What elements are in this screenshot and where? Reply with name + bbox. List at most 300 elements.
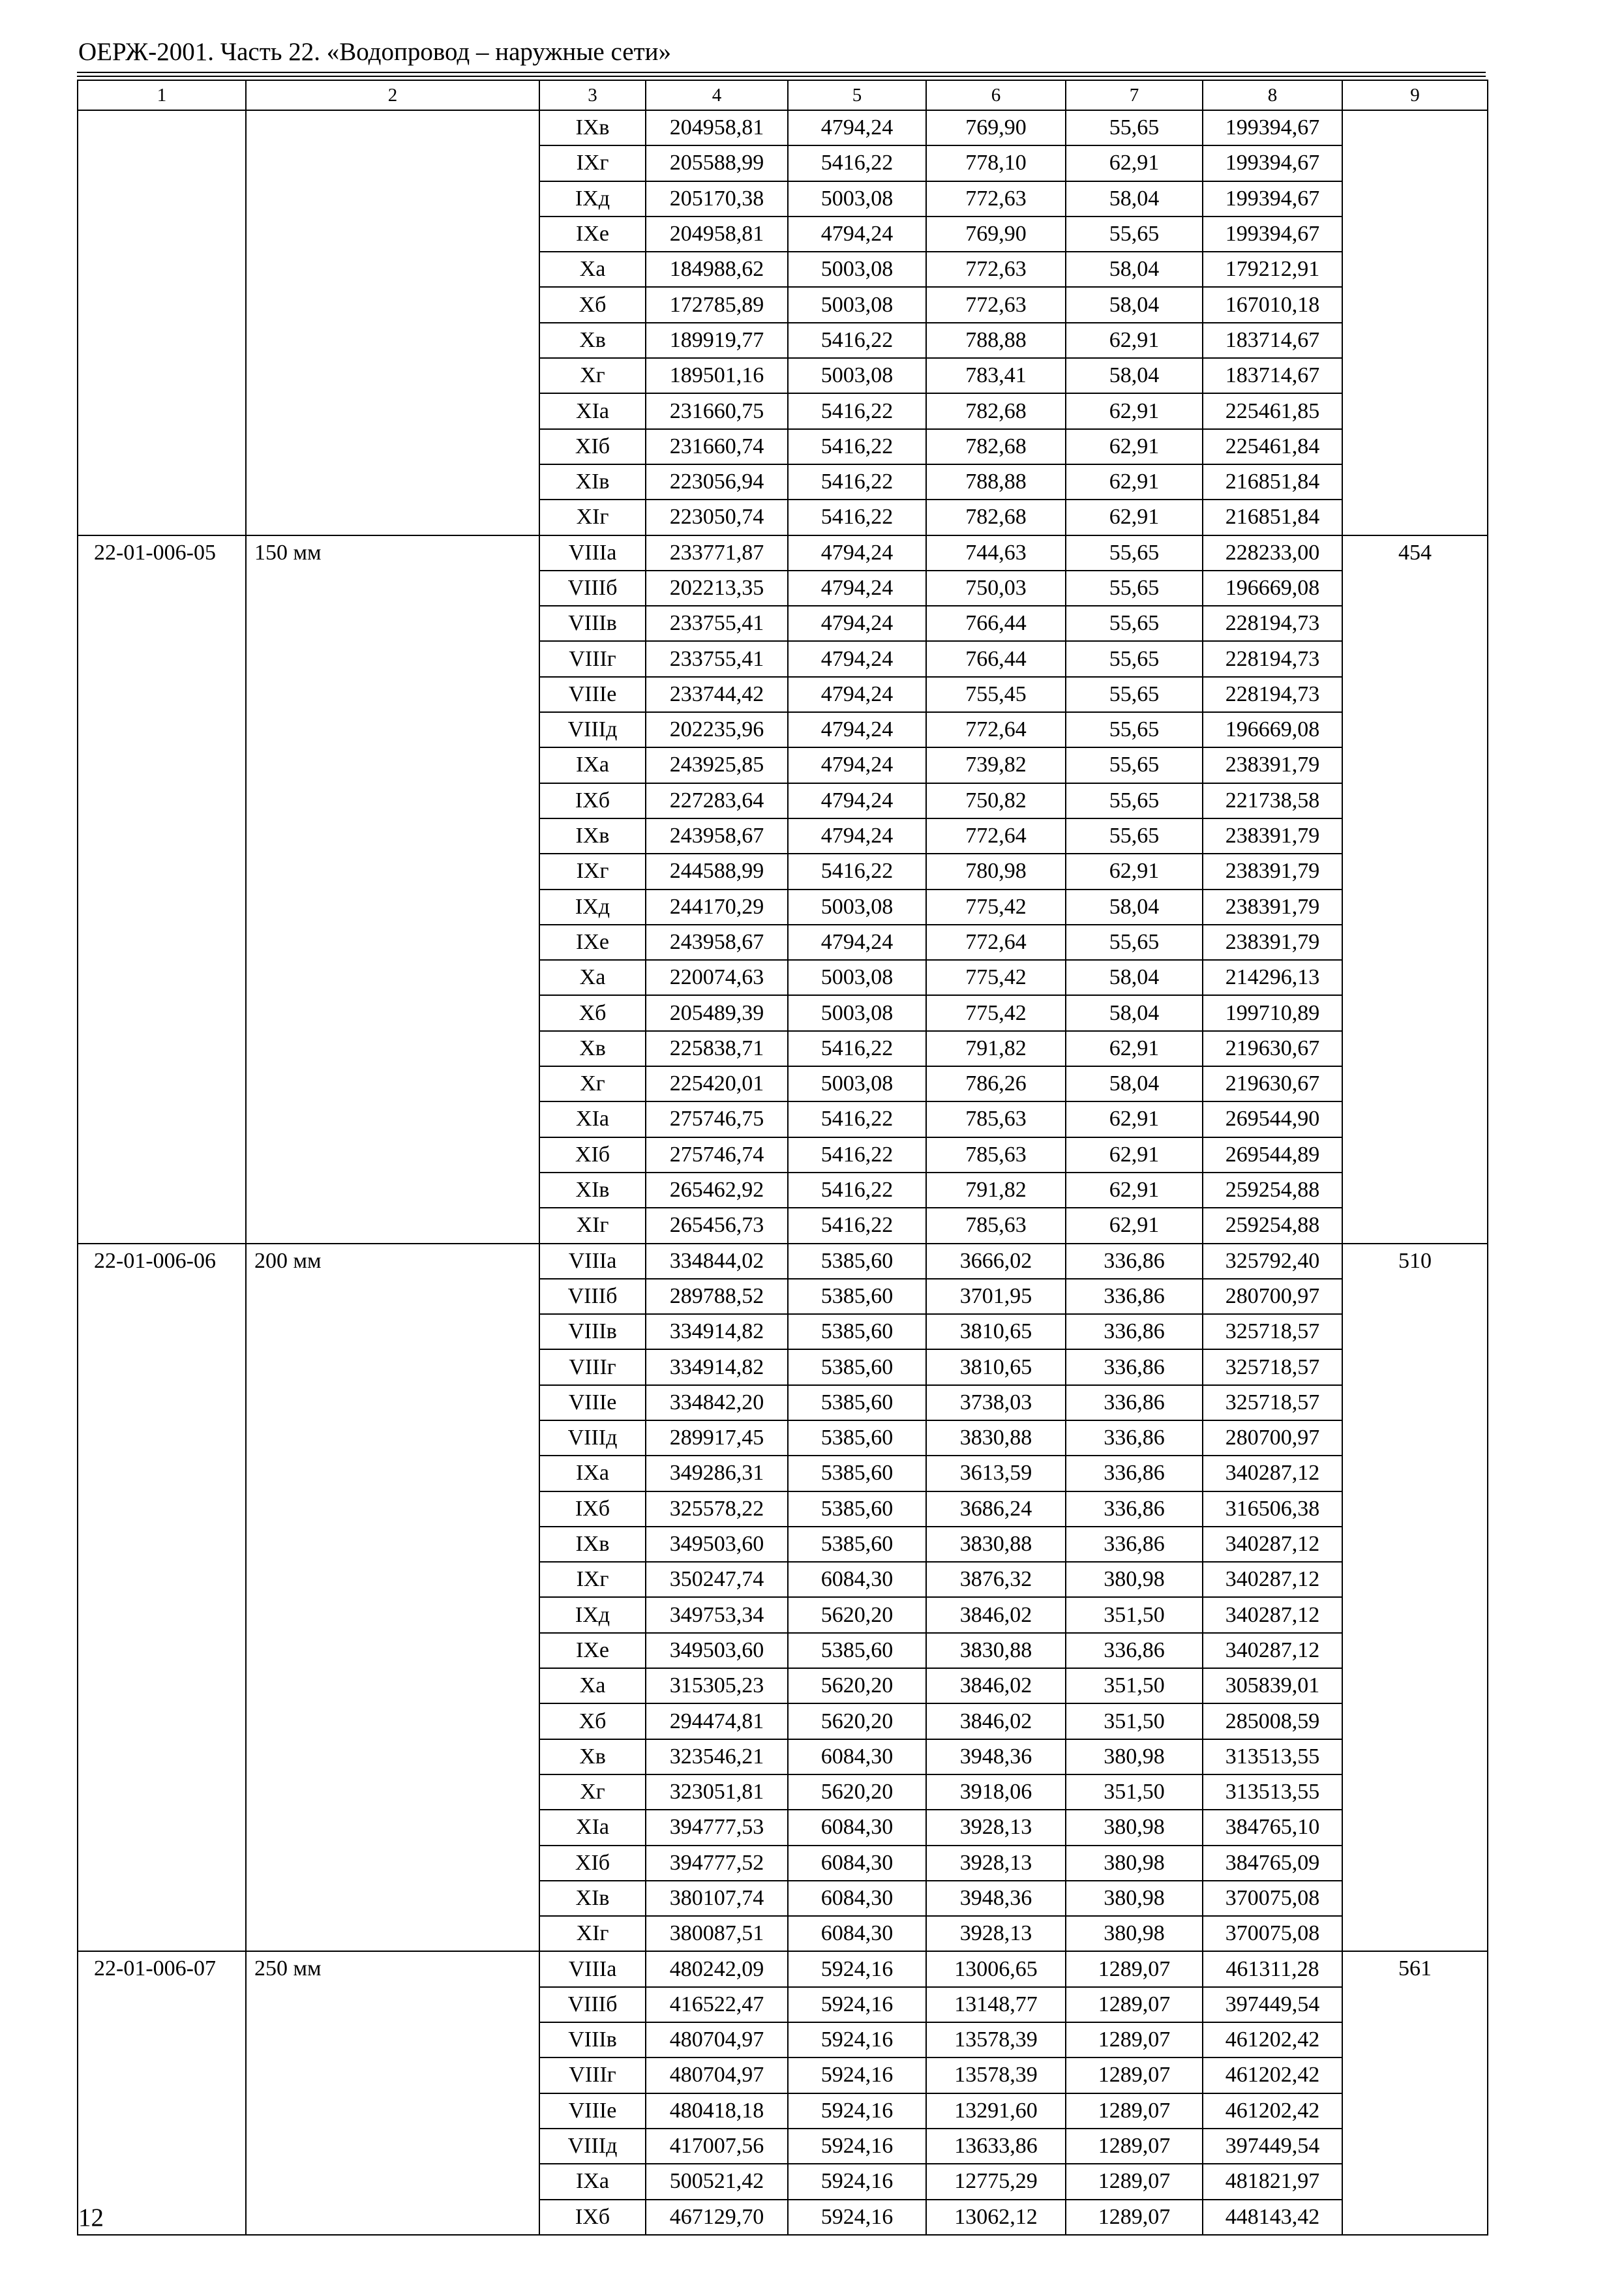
value-cell: 205489,39 [646,995,788,1030]
value-cell: 216851,84 [1203,464,1342,500]
zone-cell: VIIIг [539,641,646,676]
column-9-cell [1342,110,1488,535]
value-cell: 5924,16 [788,2093,926,2129]
zone-cell: Xб [539,287,646,322]
price-table-body [78,80,1488,2235]
zone-cell: IXa [539,747,646,783]
column-number: 6 [926,80,1066,110]
value-cell: 6084,30 [788,1881,926,1916]
zone-cell: Xб [539,1703,646,1739]
value-cell: 58,04 [1066,890,1203,925]
value-cell: 5924,16 [788,2129,926,2164]
value-cell: 223056,94 [646,464,788,500]
value-cell: 6084,30 [788,1846,926,1881]
value-cell: 13578,39 [926,2057,1066,2093]
value-cell: 62,91 [1066,464,1203,500]
value-cell: 4794,24 [788,925,926,960]
zone-cell: XIг [539,500,646,535]
value-cell: 5924,16 [788,2022,926,2057]
value-cell: 750,03 [926,571,1066,606]
zone-cell: Xв [539,1031,646,1066]
column-number: 8 [1203,80,1342,110]
value-cell: 5416,22 [788,1173,926,1208]
table-row [78,1951,1488,1986]
value-cell: 448143,42 [1203,2200,1342,2235]
value-cell: 772,63 [926,252,1066,287]
value-cell: 5003,08 [788,1066,926,1101]
value-cell: 6084,30 [788,1916,926,1951]
value-cell: 5416,22 [788,500,926,535]
value-cell: 219630,67 [1203,1031,1342,1066]
value-cell: 205170,38 [646,181,788,217]
value-cell: 220074,63 [646,960,788,995]
value-cell: 5924,16 [788,2200,926,2235]
value-cell: 221738,58 [1203,783,1342,818]
value-cell: 3701,95 [926,1279,1066,1314]
value-cell: 1289,07 [1066,2057,1203,2093]
value-cell: 480704,97 [646,2022,788,2057]
zone-cell: Xг [539,1066,646,1101]
value-cell: 12775,29 [926,2164,1066,2199]
value-cell: 228194,73 [1203,641,1342,676]
value-cell: 58,04 [1066,181,1203,217]
value-cell: 184988,62 [646,252,788,287]
value-cell: 4794,24 [788,571,926,606]
value-cell: 4794,24 [788,712,926,747]
zone-cell: XIa [539,393,646,428]
value-cell: 340287,12 [1203,1633,1342,1668]
value-cell: 179212,91 [1203,252,1342,287]
value-cell: 1289,07 [1066,1987,1203,2022]
value-cell: 5924,16 [788,1987,926,2022]
value-cell: 394777,53 [646,1810,788,1845]
zone-cell: VIIIa [539,1244,646,1279]
zone-cell: VIIIв [539,1314,646,1349]
value-cell: 791,82 [926,1173,1066,1208]
value-cell: 782,68 [926,500,1066,535]
value-cell: 243958,67 [646,925,788,960]
value-cell: 202235,96 [646,712,788,747]
value-cell: 62,91 [1066,1101,1203,1137]
value-cell: 380087,51 [646,1916,788,1951]
value-cell: 4794,24 [788,747,926,783]
zone-cell: Xв [539,1739,646,1774]
value-cell: 775,42 [926,890,1066,925]
value-cell: 480242,09 [646,1951,788,1986]
column-number-row [78,80,1488,110]
value-cell: 5003,08 [788,960,926,995]
value-cell: 5385,60 [788,1527,926,1562]
column-number: 5 [788,80,926,110]
value-cell: 1289,07 [1066,2093,1203,2129]
value-cell: 4794,24 [788,217,926,252]
value-cell: 196669,08 [1203,712,1342,747]
zone-cell: XIa [539,1810,646,1845]
value-cell: 755,45 [926,677,1066,712]
value-cell: 349286,31 [646,1456,788,1491]
zone-cell: VIIIе [539,2093,646,2129]
value-cell: 167010,18 [1203,287,1342,322]
value-cell: 189919,77 [646,323,788,358]
page-header-title: ОЕРЖ-2001. Часть 22. «Водопровод – наружные сети» [78,38,671,66]
column-9-cell: 454 [1342,535,1488,1244]
value-cell: 3846,02 [926,1668,1066,1703]
value-cell: 461202,42 [1203,2057,1342,2093]
value-cell: 325718,57 [1203,1349,1342,1384]
value-cell: 5924,16 [788,1951,926,1986]
value-cell: 750,82 [926,783,1066,818]
value-cell: 55,65 [1066,783,1203,818]
value-cell: 780,98 [926,854,1066,889]
zone-cell: XIб [539,1846,646,1881]
value-cell: 13291,60 [926,2093,1066,2129]
value-cell: 205588,99 [646,145,788,181]
value-cell: 223050,74 [646,500,788,535]
column-number: 9 [1342,80,1488,110]
value-cell: 3613,59 [926,1456,1066,1491]
value-cell: 55,65 [1066,641,1203,676]
value-cell: 5416,22 [788,145,926,181]
value-cell: 3830,88 [926,1420,1066,1456]
value-cell: 280700,97 [1203,1420,1342,1456]
value-cell: 334844,02 [646,1244,788,1279]
value-cell: 323051,81 [646,1774,788,1810]
value-cell: 334914,82 [646,1314,788,1349]
value-cell: 778,10 [926,145,1066,181]
zone-cell: XIв [539,1881,646,1916]
rate-code-cell: 22-01-006-06 [78,1244,246,1952]
value-cell: 259254,88 [1203,1173,1342,1208]
value-cell: 481821,97 [1203,2164,1342,2199]
value-cell: 5416,22 [788,323,926,358]
value-cell: 5416,22 [788,1137,926,1173]
value-cell: 336,86 [1066,1420,1203,1456]
value-cell: 336,86 [1066,1244,1203,1279]
value-cell: 4794,24 [788,606,926,641]
value-cell: 62,91 [1066,854,1203,889]
value-cell: 3948,36 [926,1881,1066,1916]
value-cell: 275746,74 [646,1137,788,1173]
value-cell: 397449,54 [1203,2129,1342,2164]
value-cell: 336,86 [1066,1491,1203,1527]
value-cell: 380,98 [1066,1881,1203,1916]
value-cell: 233744,42 [646,677,788,712]
value-cell: 289788,52 [646,1279,788,1314]
value-cell: 243925,85 [646,747,788,783]
header-rule [77,72,1486,73]
zone-cell: VIIIг [539,1349,646,1384]
value-cell: 5003,08 [788,358,926,393]
value-cell: 394777,52 [646,1846,788,1881]
value-cell: 788,88 [926,464,1066,500]
value-cell: 231660,75 [646,393,788,428]
value-cell: 6084,30 [788,1562,926,1597]
value-cell: 5620,20 [788,1774,926,1810]
value-cell: 5924,16 [788,2164,926,2199]
value-cell: 370075,08 [1203,1881,1342,1916]
value-cell: 336,86 [1066,1279,1203,1314]
value-cell: 766,44 [926,606,1066,641]
value-cell: 5003,08 [788,252,926,287]
zone-cell: IXa [539,1456,646,1491]
value-cell: 313513,55 [1203,1739,1342,1774]
value-cell: 62,91 [1066,1031,1203,1066]
value-cell: 340287,12 [1203,1527,1342,1562]
value-cell: 289917,45 [646,1420,788,1456]
value-cell: 13006,65 [926,1951,1066,1986]
value-cell: 189501,16 [646,358,788,393]
pipe-diameter-cell: 250 мм [246,1951,539,2234]
value-cell: 384765,09 [1203,1846,1342,1881]
value-cell: 3846,02 [926,1703,1066,1739]
zone-cell: XIб [539,1137,646,1173]
zone-cell: VIIIв [539,2022,646,2057]
value-cell: 244170,29 [646,890,788,925]
value-cell: 380,98 [1066,1739,1203,1774]
value-cell: 55,65 [1066,217,1203,252]
value-cell: 214296,13 [1203,960,1342,995]
value-cell: 349753,34 [646,1597,788,1632]
value-cell: 5416,22 [788,393,926,428]
value-cell: 172785,89 [646,287,788,322]
value-cell: 13148,77 [926,1987,1066,2022]
value-cell: 5385,60 [788,1385,926,1420]
value-cell: 782,68 [926,393,1066,428]
value-cell: 5924,16 [788,2057,926,2093]
zone-cell: IXд [539,181,646,217]
value-cell: 336,86 [1066,1385,1203,1420]
value-cell: 238391,79 [1203,818,1342,854]
zone-cell: IXе [539,1633,646,1668]
table-row [78,535,1488,571]
value-cell: 204958,81 [646,110,788,145]
value-cell: 325718,57 [1203,1314,1342,1349]
pipe-diameter-cell: 200 мм [246,1244,539,1952]
value-cell: 265456,73 [646,1208,788,1243]
pipe-diameter-cell: 150 мм [246,535,539,1244]
value-cell: 3830,88 [926,1633,1066,1668]
value-cell: 5003,08 [788,287,926,322]
value-cell: 6084,30 [788,1739,926,1774]
value-cell: 1289,07 [1066,2200,1203,2235]
value-cell: 62,91 [1066,1173,1203,1208]
value-cell: 323546,21 [646,1739,788,1774]
zone-cell: Xa [539,1668,646,1703]
value-cell: 775,42 [926,995,1066,1030]
value-cell: 461202,42 [1203,2093,1342,2129]
value-cell: 4794,24 [788,535,926,571]
value-cell: 5416,22 [788,429,926,464]
zone-cell: IXв [539,1527,646,1562]
value-cell: 5003,08 [788,995,926,1030]
value-cell: 199394,67 [1203,217,1342,252]
value-cell: 380,98 [1066,1916,1203,1951]
value-cell: 772,63 [926,181,1066,217]
value-cell: 305839,01 [1203,1668,1342,1703]
value-cell: 225838,71 [646,1031,788,1066]
value-cell: 265462,92 [646,1173,788,1208]
value-cell: 3830,88 [926,1527,1066,1562]
value-cell: 55,65 [1066,571,1203,606]
column-number: 2 [246,80,539,110]
value-cell: 1289,07 [1066,2129,1203,2164]
value-cell: 58,04 [1066,358,1203,393]
value-cell: 233755,41 [646,641,788,676]
value-cell: 480418,18 [646,2093,788,2129]
value-cell: 772,63 [926,287,1066,322]
value-cell: 4794,24 [788,641,926,676]
value-cell: 5620,20 [788,1668,926,1703]
value-cell: 5620,20 [788,1703,926,1739]
value-cell: 3918,06 [926,1774,1066,1810]
column-9-cell: 561 [1342,1951,1488,2234]
value-cell: 228233,00 [1203,535,1342,571]
value-cell: 199394,67 [1203,145,1342,181]
zone-cell: IXб [539,783,646,818]
value-cell: 3928,13 [926,1916,1066,1951]
value-cell: 3686,24 [926,1491,1066,1527]
value-cell: 397449,54 [1203,1987,1342,2022]
value-cell: 417007,56 [646,2129,788,2164]
value-cell: 5385,60 [788,1279,926,1314]
value-cell: 238391,79 [1203,747,1342,783]
value-cell: 294474,81 [646,1703,788,1739]
column-number: 4 [646,80,788,110]
value-cell: 228194,73 [1203,606,1342,641]
value-cell: 199394,67 [1203,110,1342,145]
value-cell: 238391,79 [1203,925,1342,960]
value-cell: 5416,22 [788,464,926,500]
value-cell: 3928,13 [926,1810,1066,1845]
value-cell: 233755,41 [646,606,788,641]
value-cell: 55,65 [1066,677,1203,712]
value-cell: 244588,99 [646,854,788,889]
table-row [78,1244,1488,1279]
value-cell: 340287,12 [1203,1562,1342,1597]
value-cell: 227283,64 [646,783,788,818]
value-cell: 55,65 [1066,925,1203,960]
value-cell: 285008,59 [1203,1703,1342,1739]
value-cell: 772,64 [926,712,1066,747]
zone-cell: VIIIд [539,712,646,747]
value-cell: 58,04 [1066,1066,1203,1101]
zone-cell: VIIIе [539,1385,646,1420]
value-cell: 62,91 [1066,429,1203,464]
zone-cell: IXб [539,2200,646,2235]
value-cell: 228194,73 [1203,677,1342,712]
value-cell: 351,50 [1066,1597,1203,1632]
zone-cell: VIIIг [539,2057,646,2093]
value-cell: 380107,74 [646,1881,788,1916]
value-cell: 384765,10 [1203,1810,1342,1845]
zone-cell: Xг [539,1774,646,1810]
value-cell: 3738,03 [926,1385,1066,1420]
value-cell: 313513,55 [1203,1774,1342,1810]
column-9-cell: 510 [1342,1244,1488,1952]
value-cell: 259254,88 [1203,1208,1342,1243]
value-cell: 58,04 [1066,287,1203,322]
value-cell: 5416,22 [788,1101,926,1137]
column-number: 3 [539,80,646,110]
value-cell: 225461,85 [1203,393,1342,428]
value-cell: 785,63 [926,1208,1066,1243]
value-cell: 4794,24 [788,818,926,854]
value-cell: 269544,90 [1203,1101,1342,1137]
zone-cell: Xa [539,960,646,995]
value-cell: 55,65 [1066,110,1203,145]
value-cell: 199394,67 [1203,181,1342,217]
value-cell: 744,63 [926,535,1066,571]
value-cell: 55,65 [1066,818,1203,854]
zone-cell: XIв [539,1173,646,1208]
value-cell: 334914,82 [646,1349,788,1384]
value-cell: 3846,02 [926,1597,1066,1632]
value-cell: 783,41 [926,358,1066,393]
value-cell: 5416,22 [788,1208,926,1243]
page-number: 12 [78,2204,104,2232]
zone-cell: IXд [539,890,646,925]
value-cell: 238391,79 [1203,890,1342,925]
zone-cell: Xa [539,252,646,287]
zone-cell: XIa [539,1101,646,1137]
value-cell: 199710,89 [1203,995,1342,1030]
value-cell: 62,91 [1066,393,1203,428]
zone-cell: IXд [539,1597,646,1632]
rate-code-cell: 22-01-006-05 [78,535,246,1244]
rate-code-cell [78,110,246,535]
value-cell: 370075,08 [1203,1916,1342,1951]
value-cell: 55,65 [1066,747,1203,783]
value-cell: 467129,70 [646,2200,788,2235]
zone-cell: XIв [539,464,646,500]
value-cell: 380,98 [1066,1846,1203,1881]
value-cell: 62,91 [1066,500,1203,535]
zone-cell: IXб [539,1491,646,1527]
value-cell: 380,98 [1066,1562,1203,1597]
value-cell: 196669,08 [1203,571,1342,606]
zone-cell: VIIIе [539,677,646,712]
zone-cell: IXг [539,1562,646,1597]
zone-cell: VIIIб [539,1987,646,2022]
value-cell: 349503,60 [646,1633,788,1668]
column-number: 1 [78,80,246,110]
value-cell: 280700,97 [1203,1279,1342,1314]
value-cell: 461202,42 [1203,2022,1342,2057]
value-cell: 204958,81 [646,217,788,252]
value-cell: 336,86 [1066,1349,1203,1384]
value-cell: 1289,07 [1066,2164,1203,2199]
value-cell: 202213,35 [646,571,788,606]
value-cell: 58,04 [1066,995,1203,1030]
zone-cell: IXв [539,818,646,854]
value-cell: 325578,22 [646,1491,788,1527]
value-cell: 58,04 [1066,960,1203,995]
value-cell: 5385,60 [788,1456,926,1491]
value-cell: 786,26 [926,1066,1066,1101]
value-cell: 772,64 [926,818,1066,854]
zone-cell: VIIIб [539,571,646,606]
zone-cell: VIIIa [539,535,646,571]
value-cell: 5003,08 [788,890,926,925]
value-cell: 3876,32 [926,1562,1066,1597]
value-cell: 336,86 [1066,1456,1203,1491]
zone-cell: VIIIд [539,1420,646,1456]
header-rule-secondary [77,76,1486,77]
value-cell: 325792,40 [1203,1244,1342,1279]
value-cell: 791,82 [926,1031,1066,1066]
value-cell: 340287,12 [1203,1456,1342,1491]
value-cell: 183714,67 [1203,358,1342,393]
